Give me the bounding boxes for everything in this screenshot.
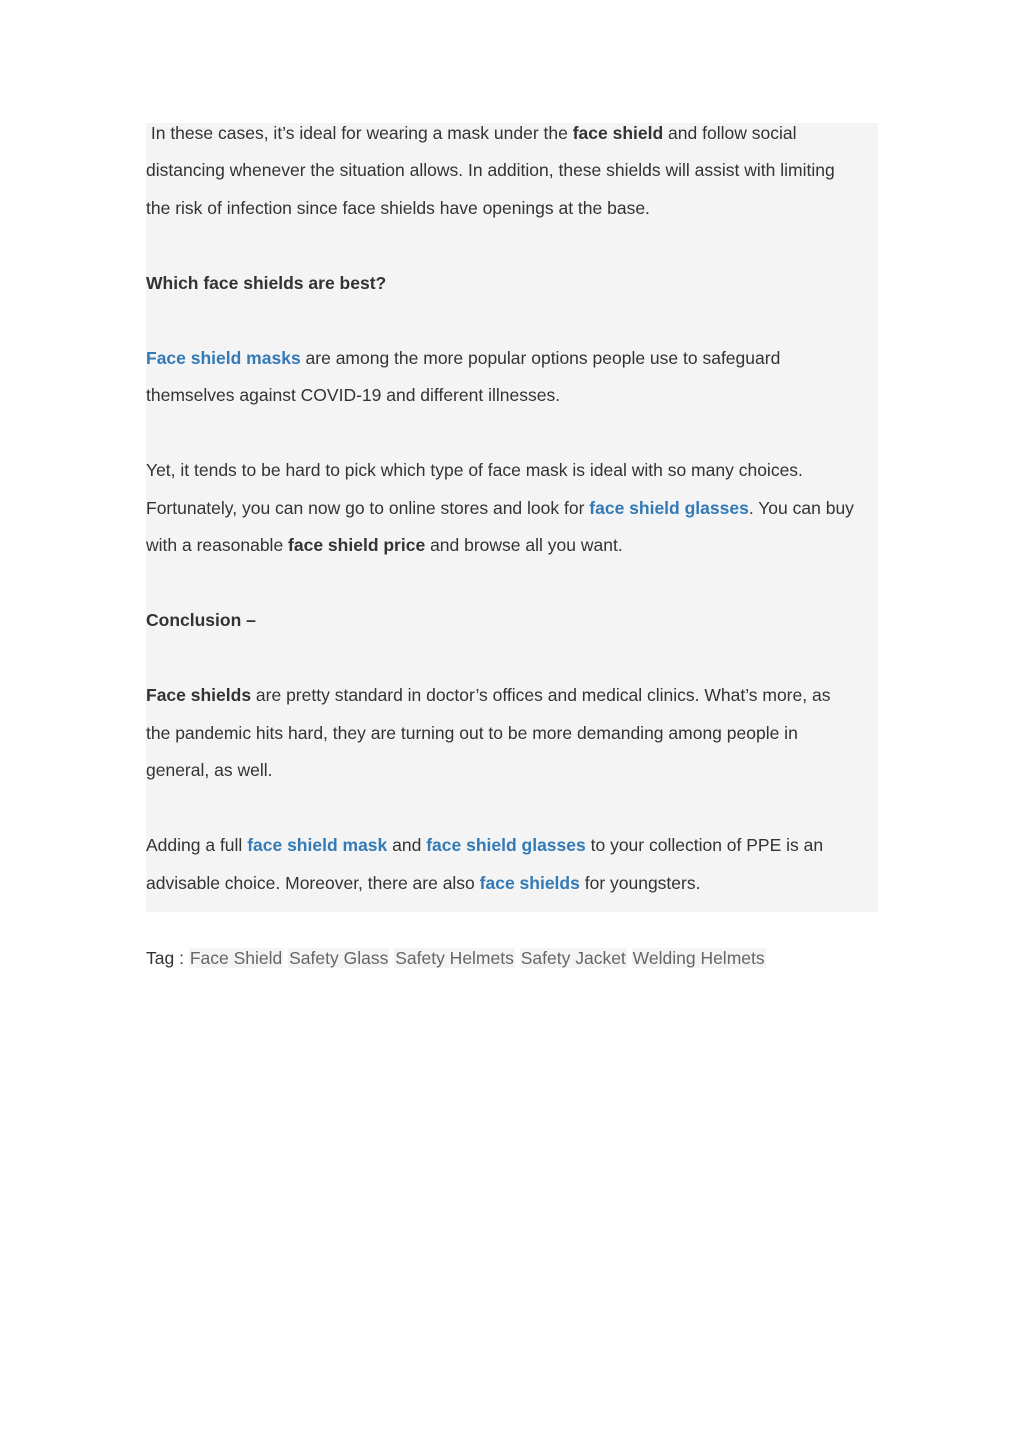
intro-line-1: In these cases, it’s ideal for wearing a mask under the face shield and follow social <box>146 123 797 143</box>
adding-line-2: advisable choice. Moreover, there are also face shields for youngsters. <box>146 873 701 893</box>
intro-line-3: the risk of infection since face shields have openings at the base. <box>146 198 650 218</box>
choices-line-3: with a reasonable face shield price and browse all you want. <box>146 535 623 555</box>
heading-which-best: Which face shields are best? <box>146 273 387 293</box>
tag-label: Tag : <box>146 948 189 968</box>
bold-face-shield-price: face shield price <box>288 535 426 555</box>
popular-line-2: themselves against COVID-19 and different illnesses. <box>146 385 561 405</box>
bold-face-shield: face shield <box>572 123 664 143</box>
tag-face-shield[interactable]: Face Shield <box>189 948 283 968</box>
choices-line-1: Yet, it tends to be hard to pick which type of face mask is ideal with so many choices. <box>146 460 803 480</box>
tag-safety-helmets[interactable]: Safety Helmets <box>395 948 514 968</box>
link-face-shield-glasses-2[interactable]: face shield glasses <box>426 835 586 855</box>
link-face-shield-glasses[interactable]: face shield glasses <box>589 498 749 518</box>
choices-line-2: Fortunately, you can now go to online stores and look for face shield glasses. You can buy <box>146 498 854 518</box>
link-face-shields[interactable]: face shields <box>479 873 580 893</box>
bold-face-shields: Face shields <box>146 685 252 705</box>
tag-list <box>146 940 766 978</box>
standard-line-3: general, as well. <box>146 760 273 780</box>
popular-line-1: Face shield masks are among the more popular options people use to safeguard <box>146 348 781 368</box>
tag-safety-jacket[interactable]: Safety Jacket <box>520 948 626 968</box>
standard-line-2: the pandemic hits hard, they are turning out to be more demanding among people in <box>146 723 798 743</box>
heading-conclusion: Conclusion – <box>146 610 256 630</box>
standard-line-1: Face shields are pretty standard in doctor’s offices and medical clinics. What’s more, as <box>146 685 831 705</box>
intro-line-2: distancing whenever the situation allows. In addition, these shields will assist with limiting <box>146 160 835 180</box>
tag-welding-helmets[interactable]: Welding Helmets <box>632 948 765 968</box>
link-face-shield-mask[interactable]: face shield mask <box>247 835 388 855</box>
link-face-shield-masks[interactable]: Face shield masks <box>146 348 301 368</box>
tag-safety-glass[interactable]: Safety Glass <box>289 948 389 968</box>
adding-line-1: Adding a full face shield mask and face shield glasses to your collection of PPE is an <box>146 835 824 855</box>
